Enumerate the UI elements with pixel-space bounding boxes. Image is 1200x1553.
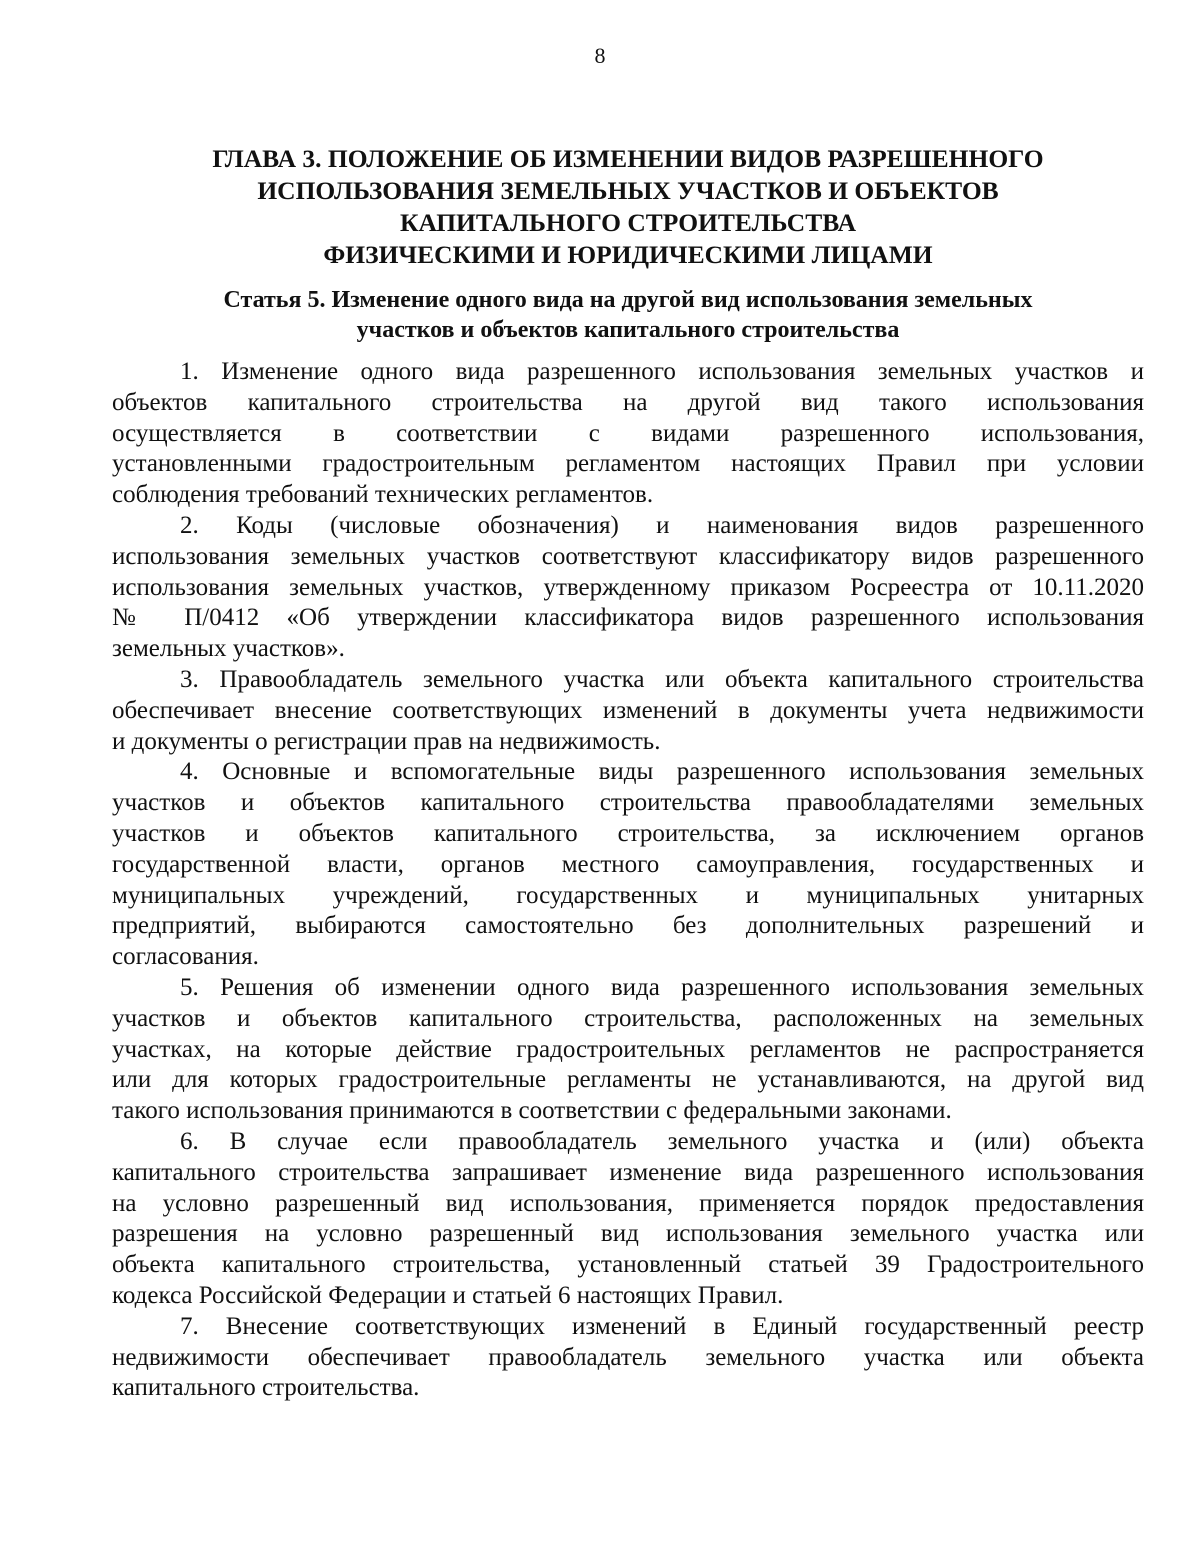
chapter-title-line: КАПИТАЛЬНОГО СТРОИТЕЛЬСТВА: [399, 208, 857, 237]
paragraph-line: установленными градостроительным регламентом настоящих Правил при условии: [112, 450, 1144, 478]
paragraph-line: 1. Изменение одного вида разрешенного использования земельных участков и: [180, 358, 1144, 385]
paragraph: [112, 973, 1144, 1127]
article-title-line: участков и объектов капитального строительства: [356, 317, 900, 343]
article-title-line: Статья 5. Изменение одного вида на другой вид использования земельных: [223, 287, 1033, 313]
chapter-title: [112, 143, 1144, 271]
paragraph-line: № П/0412 «Об утверждении классификатора видов разрешенного использования: [112, 604, 1144, 632]
paragraph-line: 6. В случае если правообладатель земельного участка и (или) объекта: [180, 1127, 1144, 1155]
article-title: [112, 285, 1144, 345]
paragraph-line: 3. Правообладатель земельного участка или объекта капитального строительства: [180, 665, 1144, 693]
paragraph-line: объекта капитального строительства, установленный статьей 39 Градостроительного: [112, 1251, 1144, 1279]
paragraph-line: капитального строительства.: [112, 1374, 420, 1402]
paragraph: [112, 757, 1144, 973]
paragraph-line: обеспечивает внесение соответствующих изменений в документы учета недвижимости: [112, 696, 1144, 724]
paragraph-line: кодекса Российской Федерации и статьей 6 настоящих Правил.: [112, 1281, 784, 1309]
paragraph-line: соблюдения требований технических регламентов.: [112, 481, 654, 509]
chapter-title-line: ФИЗИЧЕСКИМИ И ЮРИДИЧЕСКИМИ ЛИЦАМИ: [323, 240, 933, 269]
paragraph-line: 4. Основные и вспомогательные виды разрешенного использования земельных: [180, 758, 1144, 786]
paragraph-line: земельных участков».: [112, 635, 345, 663]
paragraph-line: предприятий, выбираются самостоятельно без дополнительных разрешений и: [112, 912, 1144, 940]
chapter-title-line: ГЛАВА 3. ПОЛОЖЕНИЕ ОБ ИЗМЕНЕНИИ ВИДОВ РАЗРЕШЕННОГО: [212, 144, 1044, 173]
paragraph-line: капитального строительства запрашивает изменение вида разрешенного использования: [112, 1158, 1144, 1186]
paragraph-line: участках, на которые действие градостроительных регламентов не распространяется: [112, 1035, 1144, 1063]
paragraph-line: осуществляется в соответствии с видами разрешенного использования,: [112, 419, 1144, 447]
paragraph-line: разрешения на условно разрешенный вид использования земельного участка или: [112, 1220, 1144, 1248]
article-body: [112, 357, 1144, 1404]
paragraph: [112, 1127, 1144, 1312]
paragraph-line: участков и объектов капитального строительства, расположенных на земельных: [112, 1004, 1144, 1032]
paragraph-line: такого использования принимаются в соответствии с федеральными законами.: [112, 1097, 952, 1125]
paragraph-line: согласования.: [112, 943, 259, 971]
paragraph-line: муниципальных учреждений, государственных и муниципальных унитарных: [112, 881, 1144, 909]
paragraph-line: и документы о регистрации прав на недвижимость.: [112, 727, 661, 755]
paragraph-line: объектов капитального строительства на другой вид такого использования: [112, 388, 1144, 416]
paragraph: [112, 665, 1144, 757]
paragraph-line: 7. Внесение соответствующих изменений в Единый государственный реестр: [180, 1312, 1144, 1340]
page-number: 8: [594, 43, 606, 68]
paragraph-line: или для которых градостроительные регламенты не устанавливаются, на другой вид: [112, 1066, 1144, 1094]
paragraph-line: на условно разрешенный вид использования, применяется порядок предоставления: [112, 1189, 1144, 1217]
paragraph-line: 2. Коды (числовые обозначения) и наименования видов разрешенного: [180, 511, 1144, 539]
paragraph-line: 5. Решения об изменении одного вида разрешенного использования земельных: [180, 973, 1144, 1001]
paragraph: [112, 357, 1144, 511]
paragraph-line: участков и объектов капитального строительства правообладателями земельных: [112, 789, 1144, 817]
paragraph-line: использования земельных участков соответствуют классификатору видов разрешенного: [112, 542, 1144, 570]
paragraph-line: участков и объектов капитального строительства, за исключением органов: [112, 819, 1144, 847]
paragraph: [112, 511, 1144, 665]
paragraph-line: использования земельных участков, утвержденному приказом Росреестра от 10.11.2020: [112, 573, 1144, 601]
paragraph: [112, 1312, 1144, 1404]
paragraph-line: недвижимости обеспечивает правообладатель земельного участка или объекта: [112, 1343, 1144, 1371]
paragraph-line: государственной власти, органов местного самоуправления, государственных и: [112, 850, 1144, 878]
chapter-title-line: ИСПОЛЬЗОВАНИЯ ЗЕМЕЛЬНЫХ УЧАСТКОВ И ОБЪЕКТОВ: [257, 176, 999, 205]
